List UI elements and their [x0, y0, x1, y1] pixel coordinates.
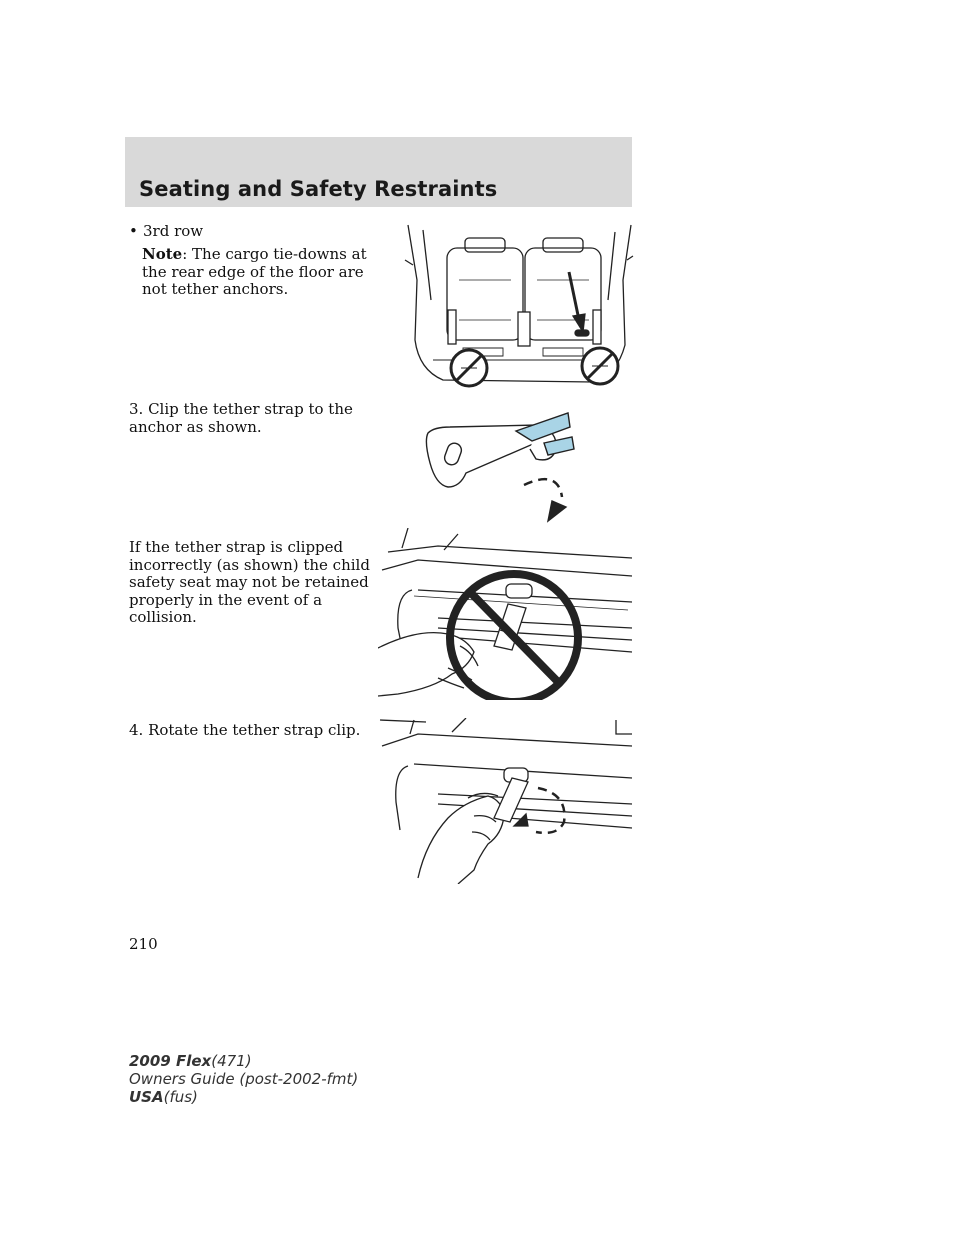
footer-model: 2009 Flex [129, 1052, 212, 1070]
third-row-seats-figure [403, 220, 635, 392]
incorrect-clipping-figure [378, 528, 634, 700]
note-paragraph [142, 246, 382, 299]
page-number: 210 [129, 935, 158, 953]
bullet-text: 3rd row [143, 222, 204, 240]
prohibited-tie-down-left-icon [451, 350, 487, 386]
bullet-marker: • [129, 222, 138, 240]
warning-text: If the tether strap is clipped incorrectly (as shown) the child safety seat may not be retained properly in the event of a collision. [129, 538, 370, 626]
step-3-text: 3. Clip the tether strap to the anchor as shown. [129, 400, 353, 436]
footer-line-2: Owners Guide (post-2002-fmt) [129, 1070, 359, 1088]
footer-market-code: (fus) [163, 1088, 198, 1106]
prohibited-tie-down-right-icon [582, 348, 618, 384]
tether-clip-figure [420, 403, 580, 525]
section-header-band [125, 137, 632, 207]
note-label: Note [142, 245, 183, 263]
footer-market: USA [129, 1088, 164, 1106]
note-text: : The cargo tie-downs at the rear edge of the floor are not tether anchors. [142, 245, 367, 298]
bullet-item-3rd-row [129, 222, 203, 240]
section-title: Seating and Safety Restraints [139, 177, 498, 201]
footer-line-1 [129, 1052, 358, 1070]
document-footer [129, 1052, 358, 1106]
rotate-clip-figure [378, 718, 634, 884]
footer-model-code: (471) [211, 1052, 252, 1070]
footer-line-3 [129, 1088, 358, 1106]
step-4-text: 4. Rotate the tether strap clip. [129, 721, 361, 739]
